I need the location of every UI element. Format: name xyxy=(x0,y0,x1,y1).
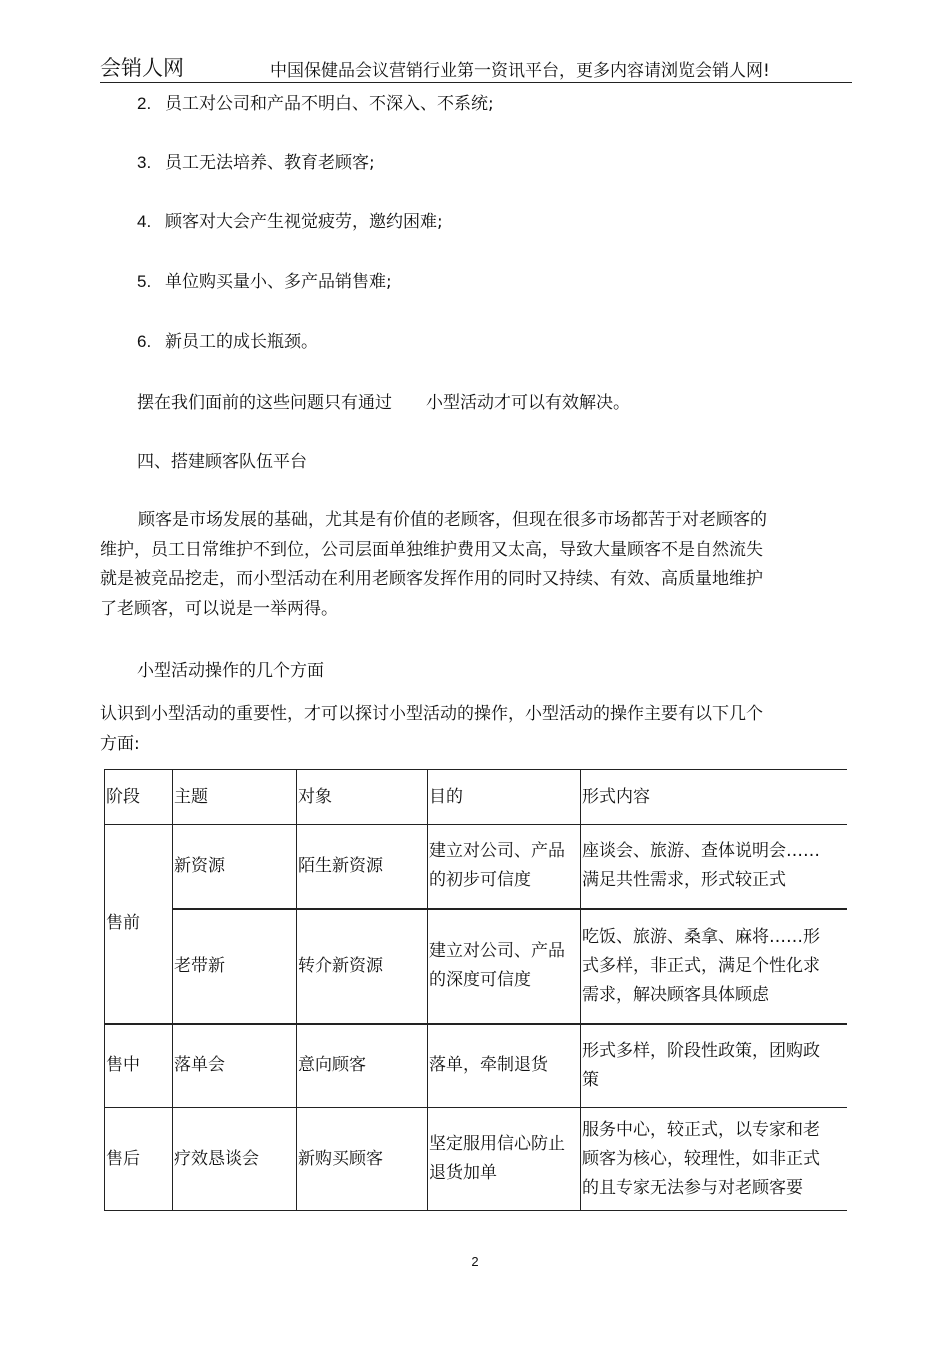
intro-paragraph: 认识到小型活动的重要性，才可以探讨小型活动的操作，小型活动的操作主要有以下几个 方面: xyxy=(100,704,763,754)
stage-cell: 售前 xyxy=(105,825,173,1024)
subheading: 小型活动操作的几个方面 xyxy=(137,661,324,681)
activity-table xyxy=(104,769,847,1211)
list-item: 2. 员工对公司和产品不明白、不深入、不系统; xyxy=(137,94,494,114)
list-item: 3. 员工无法培养、教育老顾客; xyxy=(137,153,375,173)
table-row xyxy=(105,1024,847,1108)
table-row xyxy=(105,909,847,1024)
purpose-cell: 坚定服用信心防止 退货加单 xyxy=(428,1108,581,1211)
target-cell: 转介新资源 xyxy=(297,909,428,1024)
target-cell: 意向顾客 xyxy=(297,1024,428,1108)
stage-cell: 售后 xyxy=(105,1108,173,1211)
column-header: 形式内容 xyxy=(581,770,847,825)
purpose-cell: 建立对公司、产品 的深度可信度 xyxy=(428,909,581,1024)
column-header: 阶段 xyxy=(105,770,173,825)
table-row xyxy=(105,1108,847,1211)
form-cell: 形式多样，阶段性政策，团购政 策 xyxy=(581,1024,847,1108)
customer-paragraph: 顾客是市场发展的基础，尤其是有价值的老顾客，但现在很多市场都苦于对老顾客的 维护，员工日常维护不到位，公司层面单独维护费用又太高，导致大量顾客不是自然流失 就是被竞品挖走，而小型活动在利用老顾客发挥作用的同时又持续、有效、高质量地维护 了老顾客，可以说是一举两得。 xyxy=(100,510,767,619)
list-item: 6. 新员工的成长瓶颈。 xyxy=(137,332,318,352)
purpose-cell: 建立对公司、产品 的初步可信度 xyxy=(428,825,581,909)
theme-cell: 疗效恳谈会 xyxy=(173,1108,297,1211)
column-header: 目的 xyxy=(428,770,581,825)
theme-cell: 落单会 xyxy=(173,1024,297,1108)
list-item: 4. 顾客对大会产生视觉疲劳，邀约困难; xyxy=(137,212,443,232)
table-header-row xyxy=(105,770,847,825)
target-cell: 新购买顾客 xyxy=(297,1108,428,1211)
column-header: 主题 xyxy=(173,770,297,825)
form-cell: 座谈会、旅游、查体说明会…… 满足共性需求，形式较正式 xyxy=(581,825,847,909)
summary-line: 摆在我们面前的这些问题只有通过 小型活动才可以有效解决。 xyxy=(137,393,630,413)
stage-cell: 售中 xyxy=(105,1024,173,1108)
page-number: 2 xyxy=(471,1254,479,1269)
column-header: 对象 xyxy=(297,770,428,825)
site-name: 会销人网 xyxy=(100,56,184,80)
purpose-cell: 落单，牵制退货 xyxy=(428,1024,581,1108)
table-row xyxy=(105,825,847,909)
form-cell: 吃饭、旅游、桑拿、麻将……形 式多样，非正式，满足个性化求 需求，解决顾客具体顾虑 xyxy=(581,909,847,1024)
section-heading: 四、搭建顾客队伍平台 xyxy=(137,452,307,472)
header-divider xyxy=(100,82,852,83)
form-cell: 服务中心，较正式，以专家和老 顾客为核心，较理性，如非正式 的且专家无法参与对老顾客要 xyxy=(581,1108,847,1211)
header-tagline: 中国保健品会议营销行业第一资讯平台，更多内容请浏览会销人网! xyxy=(270,61,770,81)
target-cell: 陌生新资源 xyxy=(297,825,428,909)
list-item: 5. 单位购买量小、多产品销售难; xyxy=(137,272,392,292)
theme-cell: 老带新 xyxy=(173,909,297,1024)
theme-cell: 新资源 xyxy=(173,825,297,909)
